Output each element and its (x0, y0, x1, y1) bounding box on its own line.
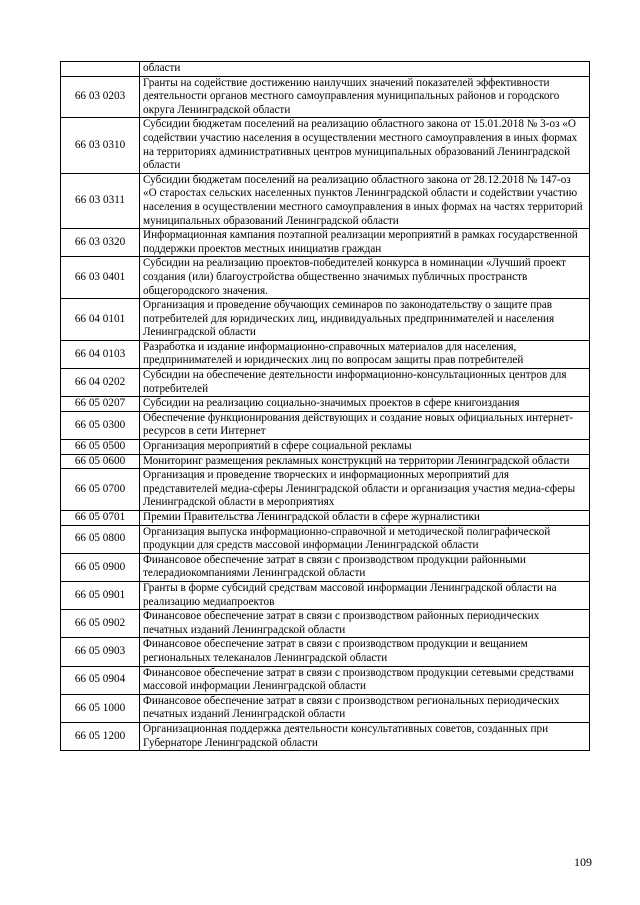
row-code: 66 05 0300 (61, 411, 140, 439)
table-row (61, 257, 590, 299)
row-code: 66 05 1200 (61, 722, 140, 750)
row-description: Информационная кампания поэтапной реализации мероприятий в рамках государственной поддержки проектов местных инициатив граждан (140, 229, 590, 257)
table-row (61, 173, 590, 228)
row-description: Обеспечение функционирования действующих и создание новых официальных интернет-ресурсов в сети Интернет (140, 411, 590, 439)
row-code: 66 05 1000 (61, 694, 140, 722)
table-body (61, 62, 590, 751)
table-row (61, 511, 590, 526)
row-code: 66 04 0202 (61, 369, 140, 397)
table-row (61, 299, 590, 341)
row-description: Организация выпуска информационно-справочной и методической полиграфической продукции для средств массовой информации Ленинградской области (140, 525, 590, 553)
table-row (61, 397, 590, 412)
row-description: Финансовое обеспечение затрат в связи с производством региональных периодических печатных изданий Ленинградской области (140, 694, 590, 722)
row-description: Организация мероприятий в сфере социальной рекламы (140, 440, 590, 455)
row-description: Премии Правительства Ленинградской области в сфере журналистики (140, 511, 590, 526)
row-code (61, 62, 140, 77)
row-description: области (140, 62, 590, 77)
row-code: 66 03 0320 (61, 229, 140, 257)
row-code: 66 05 0901 (61, 581, 140, 609)
row-description: Финансовое обеспечение затрат в связи с производством районных периодических печатных изданий Ленинградской области (140, 610, 590, 638)
row-description: Субсидии на реализацию социально-значимых проектов в сфере книгоиздания (140, 397, 590, 412)
row-code: 66 05 0900 (61, 553, 140, 581)
row-description: Организационная поддержка деятельности консультативных советов, созданных при Губернаторе Ленинградской области (140, 722, 590, 750)
table-row (61, 610, 590, 638)
row-code: 66 03 0310 (61, 118, 140, 173)
row-code: 66 03 0311 (61, 173, 140, 228)
table-row (61, 369, 590, 397)
row-description: Организация и проведение обучающих семинаров по законодательству о защите прав потребителей для юридических лиц, индивидуальных предпринимателей и населения Ленинградской области (140, 299, 590, 341)
row-description: Гранты в форме субсидий средствам массовой информации Ленинградской области на реализацию медиапроектов (140, 581, 590, 609)
row-description: Финансовое обеспечение затрат в связи с производством продукции и вещанием региональных телеканалов Ленинградской области (140, 638, 590, 666)
row-description: Организация и проведение творческих и информационных мероприятий для представителей медиа-сферы Ленинградской области и организация участия медиа-сферы Ленинградской области в мероприятиях (140, 469, 590, 511)
row-code: 66 03 0401 (61, 257, 140, 299)
row-description: Субсидии на реализацию проектов-победителей конкурса в номинации «Лучший проект создания (или) благоустройства общественно значимых публичных пространств общегородского значения. (140, 257, 590, 299)
table-row (61, 118, 590, 173)
row-code: 66 05 0701 (61, 511, 140, 526)
row-code: 66 04 0101 (61, 299, 140, 341)
row-description: Мониторинг размещения рекламных конструкций на территории Ленинградской области (140, 454, 590, 469)
table-row (61, 440, 590, 455)
table-row (61, 638, 590, 666)
row-description: Разработка и издание информационно-справочных материалов для населения, предпринимателей и юридических лиц по вопросам защиты прав потребителей (140, 340, 590, 368)
row-description: Субсидии на обеспечение деятельности информационно-консультационных центров для потребителей (140, 369, 590, 397)
table-row (61, 722, 590, 750)
table-row (61, 229, 590, 257)
row-code: 66 05 0903 (61, 638, 140, 666)
row-description: Финансовое обеспечение затрат в связи с производством продукции районными телерадиокомпаниями Ленинградской области (140, 553, 590, 581)
row-code: 66 05 0904 (61, 666, 140, 694)
table-row (61, 666, 590, 694)
row-description: Финансовое обеспечение затрат в связи с производством продукции сетевыми средствами массовой информации Ленинградской области (140, 666, 590, 694)
table-row (61, 694, 590, 722)
row-description: Субсидии бюджетам поселений на реализацию областного закона от 28.12.2018 № 147-оз «О старостах сельских населенных пунктов Ленинградской области и содействии участию населения в осуществлении местного самоуправления в иных формах на частях территорий муниципальных образований Ленинградской области (140, 173, 590, 228)
table-row (61, 553, 590, 581)
table-row (61, 525, 590, 553)
table-row (61, 62, 590, 77)
row-code: 66 05 0700 (61, 469, 140, 511)
row-code: 66 03 0203 (61, 76, 140, 118)
table-row (61, 340, 590, 368)
table-row (61, 581, 590, 609)
table-row (61, 469, 590, 511)
row-code: 66 05 0902 (61, 610, 140, 638)
page-number: 109 (574, 855, 592, 869)
table-row (61, 454, 590, 469)
row-code: 66 05 0600 (61, 454, 140, 469)
row-description: Гранты на содействие достижению наилучших значений показателей эффективности деятельности органов местного самоуправления муниципальных районов и городского округа Ленинградской области (140, 76, 590, 118)
row-description: Субсидии бюджетам поселений на реализацию областного закона от 15.01.2018 № 3-оз «О содействии участию населения в осуществлении местного самоуправления в иных формах на территориях административных центров муниципальных образований Ленинградской области (140, 118, 590, 173)
table-row (61, 76, 590, 118)
row-code: 66 05 0800 (61, 525, 140, 553)
budget-codes-table (60, 61, 590, 751)
table-row (61, 411, 590, 439)
row-code: 66 05 0500 (61, 440, 140, 455)
row-code: 66 04 0103 (61, 340, 140, 368)
row-code: 66 05 0207 (61, 397, 140, 412)
